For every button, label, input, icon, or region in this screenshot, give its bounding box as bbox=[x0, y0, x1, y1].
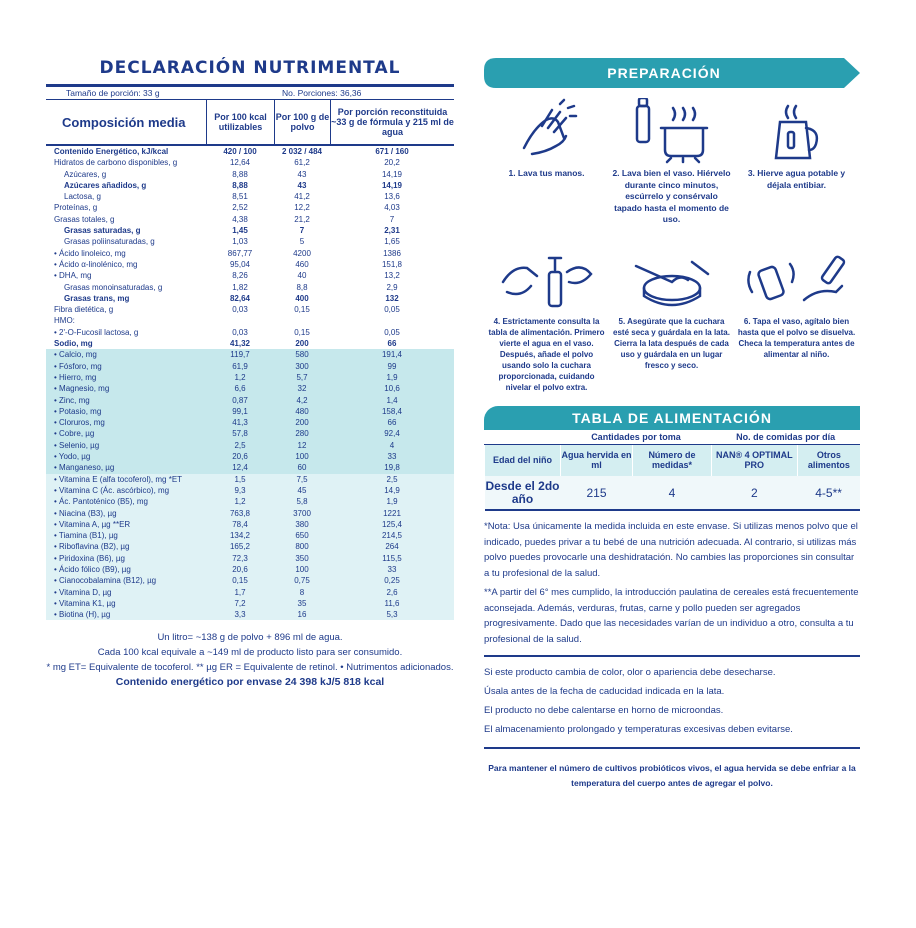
nutrition-row bbox=[46, 282, 454, 293]
value-per100g: 0,15 bbox=[294, 305, 310, 315]
col-other: Otros alimentos bbox=[797, 444, 860, 476]
value-per-portion bbox=[330, 315, 454, 326]
nutrition-row bbox=[46, 530, 454, 541]
nutrient-name: • Potasio, mg bbox=[54, 406, 102, 416]
value-per100g: 460 bbox=[295, 259, 309, 269]
value-per100g: 380 bbox=[295, 519, 309, 529]
value-per100kcal: 95,04 bbox=[229, 259, 251, 269]
nutrient-name: • Ácido linoleico, mg bbox=[54, 248, 126, 258]
nutrient-name: Grasas saturadas, g bbox=[64, 226, 141, 236]
nutrition-notes bbox=[46, 630, 454, 690]
nutrition-row bbox=[46, 293, 454, 304]
step-3-caption: 3. Hierve agua potable y déjala entibiar. bbox=[747, 168, 846, 190]
nutrient-name: • Riboflavina (B2), µg bbox=[54, 542, 130, 552]
nutrient-name: • Zinc, mg bbox=[54, 395, 90, 405]
value-per100kcal: 41,32 bbox=[229, 339, 251, 349]
value-per100g: 5 bbox=[299, 237, 305, 247]
nutrition-row bbox=[46, 236, 454, 247]
value-per-portion: 14,19 bbox=[381, 180, 403, 190]
nutrient-name: • Vitamina D, µg bbox=[54, 587, 112, 597]
value-per-portion: 14,19 bbox=[381, 169, 403, 179]
nutrient-name: • Cobre, µg bbox=[54, 429, 95, 439]
nutrition-row bbox=[46, 575, 454, 586]
value-per-portion: 115,5 bbox=[382, 553, 402, 563]
nutrition-row bbox=[46, 496, 454, 507]
header-per100kcal: Por 100 kcal utilizables bbox=[206, 99, 274, 145]
value-per-portion: 92,4 bbox=[384, 429, 400, 439]
nutrient-name: • Yodo, µg bbox=[54, 452, 91, 462]
step-2 bbox=[609, 94, 734, 248]
value-per100kcal: 0,03 bbox=[232, 327, 248, 337]
warning-expiry: Úsala antes de la fecha de caducidad indicada en la lata. bbox=[484, 686, 725, 697]
age-value: Desde el 2do año bbox=[485, 476, 561, 510]
value-per100g: 12 bbox=[297, 440, 307, 450]
value-per100g: 200 bbox=[295, 339, 309, 349]
nutrition-row bbox=[46, 451, 454, 462]
value-per100g: 60 bbox=[297, 463, 307, 473]
energy-total: Contenido energético por envase 24 398 kJ/5 818 kcal bbox=[115, 676, 385, 689]
nutrient-name: • Calcio, mg bbox=[54, 350, 97, 360]
value-per-portion: 20,2 bbox=[384, 158, 400, 168]
feeding-group-meals: No. de comidas por día bbox=[711, 430, 860, 444]
warning-color: Si este producto cambia de color, olor o apariencia debe desecharse. bbox=[484, 667, 776, 678]
value-per100kcal: 1,7 bbox=[234, 587, 246, 597]
water-value: 215 bbox=[561, 476, 633, 510]
nutrition-header bbox=[46, 100, 454, 146]
value-per100kcal: 165,2 bbox=[229, 542, 251, 552]
value-per100g: 650 bbox=[295, 531, 309, 541]
divider bbox=[484, 655, 860, 657]
value-per100g: 5,7 bbox=[296, 372, 308, 382]
value-per100g: 480 bbox=[295, 406, 309, 416]
warnings bbox=[484, 663, 860, 739]
nutrition-row bbox=[46, 428, 454, 439]
value-per100kcal: 41,3 bbox=[232, 418, 248, 428]
col-nan: NAN® 4 OPTIMAL PRO bbox=[711, 444, 797, 476]
nutrient-name: • Vitamina K1, µg bbox=[54, 598, 116, 608]
value-per100g: 7,5 bbox=[296, 474, 308, 484]
value-per-portion: 2,31 bbox=[384, 226, 400, 236]
value-per-portion: 13,6 bbox=[384, 192, 400, 202]
nutrient-name: • Selenio, µg bbox=[54, 440, 100, 450]
value-per100g: 2 032 / 484 bbox=[281, 147, 323, 156]
nutrition-row bbox=[46, 519, 454, 530]
nutrition-panel bbox=[46, 58, 454, 690]
nutrient-name: • Ácido α-linolénico, mg bbox=[54, 259, 138, 269]
col-scoops: Número de medidas* bbox=[633, 444, 712, 476]
value-per100g: 4200 bbox=[293, 248, 311, 258]
value-per100kcal: 134,2 bbox=[229, 531, 251, 541]
nutrition-row bbox=[46, 338, 454, 349]
value-per100kcal: 420 / 100 bbox=[223, 147, 257, 156]
note-100kcal: Cada 100 kcal equivale a ~149 ml de producto listo para ser consumido. bbox=[97, 647, 403, 659]
nutrition-row bbox=[46, 146, 454, 157]
step-6 bbox=[734, 248, 859, 402]
nutrition-row bbox=[46, 395, 454, 406]
nutrition-row bbox=[46, 541, 454, 552]
servings-count: No. Porciones: 36,36 bbox=[282, 88, 362, 98]
col-age: Edad del niño bbox=[485, 444, 561, 476]
value-per100kcal: 2,52 bbox=[232, 203, 248, 213]
value-per-portion: 0,25 bbox=[384, 576, 400, 586]
nutrient-name: Fibra dietética, g bbox=[54, 305, 114, 315]
value-per100kcal bbox=[206, 315, 274, 326]
value-per100kcal: 7,2 bbox=[234, 598, 246, 608]
value-per100kcal: 1,2 bbox=[234, 497, 246, 507]
value-per-portion: 11,6 bbox=[384, 598, 400, 608]
nutrition-rows bbox=[46, 146, 454, 620]
note-liter: Un litro= ~138 g de polvo + 896 ml de agua. bbox=[157, 632, 343, 644]
value-per-portion: 1,65 bbox=[384, 237, 400, 247]
nutrient-name: Contenido Energético, kJ/kcal bbox=[54, 147, 169, 156]
feeding-data-row bbox=[485, 476, 861, 510]
instructions-panel bbox=[484, 58, 860, 791]
value-per-portion: 158,4 bbox=[381, 406, 403, 416]
preparation-banner bbox=[484, 58, 860, 88]
value-per100kcal: 72,3 bbox=[232, 553, 248, 563]
value-per-portion: 4,03 bbox=[384, 203, 400, 213]
nutrition-row bbox=[46, 157, 454, 168]
warning-microwave: El producto no debe calentarse en horno de microondas. bbox=[484, 705, 724, 716]
nutrition-title: DECLARACIÓN NUTRIMENTAL bbox=[46, 58, 454, 87]
value-per100kcal: 8,88 bbox=[232, 169, 248, 179]
value-per-portion: 1221 bbox=[383, 508, 401, 518]
value-per100g: 280 bbox=[295, 429, 309, 439]
feeding-table bbox=[484, 430, 860, 511]
value-per100kcal: 61,9 bbox=[232, 361, 248, 371]
value-per-portion: 264 bbox=[385, 542, 399, 552]
value-per100kcal: 0,03 bbox=[232, 305, 248, 315]
value-per-portion: 1,4 bbox=[386, 395, 398, 405]
nutrition-row bbox=[46, 474, 454, 485]
nutrient-name: • Vitamina C (Ác. ascórbico), mg bbox=[54, 485, 170, 495]
value-per100kcal: 1,03 bbox=[232, 237, 248, 247]
step-3 bbox=[734, 94, 859, 248]
value-per100g bbox=[274, 315, 330, 326]
step-4-caption: 4. Estrictamente consulta la tabla de alimentación. Primero vierte el agua en el vaso. Después, añade el polvo usando solo la cuchara proporcionada, cuidando nivelar el polvo extra. bbox=[488, 317, 605, 392]
nutrition-row bbox=[46, 553, 454, 564]
value-per-portion: 4 bbox=[389, 440, 395, 450]
value-per100g: 45 bbox=[297, 485, 307, 495]
nutrient-name: Sodio, mg bbox=[54, 339, 93, 349]
value-per100g: 7 bbox=[299, 226, 305, 236]
wash-hands-icon bbox=[512, 98, 582, 164]
value-per-portion: 132 bbox=[385, 293, 399, 303]
value-per100g: 200 bbox=[295, 418, 309, 428]
nutrition-row bbox=[46, 202, 454, 213]
value-per100g: 0,75 bbox=[294, 576, 310, 586]
nutrient-name: • Vitamina E (alfa tocoferol), mg *ET bbox=[54, 474, 183, 484]
value-per100g: 61,2 bbox=[294, 158, 310, 168]
value-per100g: 800 bbox=[295, 542, 309, 552]
nutrition-row bbox=[46, 383, 454, 394]
value-per-portion: 19,8 bbox=[384, 463, 400, 473]
nutrition-row bbox=[46, 587, 454, 598]
feeding-blank-cell bbox=[485, 430, 561, 444]
value-per100kcal: 867,77 bbox=[227, 248, 253, 258]
value-per-portion: 33 bbox=[387, 564, 397, 574]
nutrition-row bbox=[46, 180, 454, 191]
value-per-portion: 66 bbox=[387, 418, 397, 428]
value-per100g: 400 bbox=[295, 293, 309, 303]
value-per100kcal: 1,2 bbox=[234, 372, 246, 382]
value-per100kcal: 9,3 bbox=[234, 485, 246, 495]
nutrition-row bbox=[46, 485, 454, 496]
value-per-portion: 2,6 bbox=[386, 587, 398, 597]
serving-size: Tamaño de porción: 33 g bbox=[66, 88, 160, 98]
value-per-portion: 0,05 bbox=[384, 305, 400, 315]
value-per-portion: 0,05 bbox=[384, 327, 400, 337]
value-per100g: 32 bbox=[297, 384, 307, 394]
nutrition-row bbox=[46, 372, 454, 383]
header-per-portion: Por porción reconstituida ~33 g de fórmula y 215 ml de agua bbox=[330, 99, 454, 145]
nutrient-name: Lactosa, g bbox=[64, 192, 101, 202]
nutrient-name: Azúcares añadidos, g bbox=[64, 180, 147, 190]
nutrient-name: • Niacina (B3), µg bbox=[54, 508, 117, 518]
nutrition-row bbox=[46, 361, 454, 372]
nutrient-name: Grasas poliinsaturadas, g bbox=[64, 237, 155, 247]
note-equivalents: * mg ET= Equivalente de tocoferol. ** µg ER = Equivalente de retinol. • Nutrimentos adicionados. bbox=[46, 662, 454, 674]
nutrient-name: Proteínas, g bbox=[54, 203, 98, 213]
nutrition-row bbox=[46, 315, 454, 326]
step-1-caption: 1. Lava tus manos. bbox=[508, 168, 585, 178]
nutrient-name: • Piridoxina (B6), µg bbox=[54, 553, 125, 563]
value-per-portion: 214,5 bbox=[381, 531, 403, 541]
value-per100g: 40 bbox=[297, 271, 307, 281]
nutrition-row bbox=[46, 191, 454, 202]
value-per100kcal: 0,87 bbox=[232, 395, 248, 405]
value-per100g: 43 bbox=[297, 169, 307, 179]
step-4 bbox=[484, 248, 609, 402]
warning-storage: El almacenamiento prolongado y temperaturas excesivas deben evitarse. bbox=[484, 724, 793, 735]
preparation-title: PREPARACIÓN bbox=[607, 65, 721, 81]
footnote-cereals: **A partir del 6° mes cumplido, la introducción paulatina de cereales está frecuentemente aconsejada. Además, verduras, frutas, carne y pollo pueden ser agregados progresivamente. Dado que las necesidades varían de un individuo a otro, consulta a tu profesional de la salud. bbox=[484, 587, 859, 645]
nutrition-row bbox=[46, 609, 454, 620]
nutrient-name: Grasas totales, g bbox=[54, 214, 115, 224]
value-per-portion: 1,9 bbox=[386, 497, 398, 507]
value-per100g: 4,2 bbox=[296, 395, 308, 405]
feeding-table-title: TABLA DE ALIMENTACIÓN bbox=[484, 406, 860, 430]
value-per100kcal: 8,88 bbox=[232, 180, 248, 190]
nutrient-name: • Vitamina A, µg **ER bbox=[54, 519, 131, 529]
nutrient-name: • Tiamina (B1), µg bbox=[54, 531, 118, 541]
value-per100kcal: 0,15 bbox=[232, 576, 248, 586]
value-per-portion: 13,2 bbox=[384, 271, 400, 281]
feeding-group-row bbox=[485, 430, 861, 444]
value-per100g: 100 bbox=[295, 452, 309, 462]
value-per-portion: 191,4 bbox=[381, 350, 403, 360]
nutrition-row bbox=[46, 564, 454, 575]
value-per100kcal: 1,45 bbox=[232, 226, 248, 236]
divider-2 bbox=[484, 747, 860, 749]
nutrient-name: Hidratos de carbono disponibles, g bbox=[54, 158, 178, 168]
value-per100g: 21,2 bbox=[294, 214, 310, 224]
shake-bottle-icon bbox=[742, 252, 852, 312]
nutrition-row bbox=[46, 598, 454, 609]
nutrition-row bbox=[46, 270, 454, 281]
nutrient-name: • Ác. Pantoténico (B5), mg bbox=[54, 497, 148, 507]
header-per100g: Por 100 g de polvo bbox=[274, 99, 330, 145]
value-per100kcal: 20,6 bbox=[232, 564, 248, 574]
step-1 bbox=[484, 94, 609, 248]
value-per-portion: 151,8 bbox=[381, 259, 403, 269]
value-per100kcal: 2,5 bbox=[234, 440, 246, 450]
nutrient-name: HMO: bbox=[54, 316, 75, 326]
value-per100kcal: 6,6 bbox=[234, 384, 246, 394]
value-per100kcal: 20,6 bbox=[232, 452, 248, 462]
nutrient-name: • Manganeso, µg bbox=[54, 463, 115, 473]
nutrient-name: Grasas monoinsaturadas, g bbox=[64, 282, 163, 292]
feeding-group-quantities: Cantidades por toma bbox=[561, 430, 712, 444]
nan-value: 2 bbox=[711, 476, 797, 510]
nutrient-name: • Fósforo, mg bbox=[54, 361, 102, 371]
value-per100g: 16 bbox=[297, 610, 307, 620]
value-per-portion: 99 bbox=[387, 361, 397, 371]
value-per100g: 580 bbox=[295, 350, 309, 360]
value-per-portion: 33 bbox=[387, 452, 397, 462]
value-per100g: 8 bbox=[299, 587, 305, 597]
value-per100kcal: 12,4 bbox=[232, 463, 248, 473]
value-per100g: 350 bbox=[295, 553, 309, 563]
nutrient-name: Azúcares, g bbox=[64, 169, 107, 179]
boil-bottle-icon bbox=[627, 98, 717, 164]
feeding-header-row bbox=[485, 444, 861, 476]
value-per100kcal: 82,64 bbox=[229, 293, 251, 303]
nutrition-row bbox=[46, 225, 454, 236]
value-per100kcal: 8,26 bbox=[232, 271, 248, 281]
value-per-portion: 1386 bbox=[383, 248, 401, 258]
store-scoop-icon bbox=[622, 252, 722, 312]
value-per-portion: 2,5 bbox=[386, 474, 398, 484]
value-per-portion: 14,9 bbox=[384, 485, 400, 495]
nutrition-row bbox=[46, 304, 454, 315]
value-per100kcal: 99,1 bbox=[232, 406, 248, 416]
pour-powder-icon bbox=[497, 252, 597, 312]
value-per100kcal: 57,8 bbox=[232, 429, 248, 439]
col-water: Agua hervida en ml bbox=[561, 444, 633, 476]
value-per100kcal: 4,38 bbox=[232, 214, 248, 224]
nutrient-name: Grasas trans, mg bbox=[64, 293, 130, 303]
value-per100g: 12,2 bbox=[294, 203, 310, 213]
value-per-portion: 2,9 bbox=[386, 282, 398, 292]
value-per100g: 35 bbox=[297, 598, 307, 608]
nutrient-name: • Cloruros, mg bbox=[54, 418, 105, 428]
value-per100kcal: 763,8 bbox=[229, 508, 251, 518]
value-per100g: 8,8 bbox=[296, 282, 308, 292]
nutrient-name: • Hierro, mg bbox=[54, 372, 97, 382]
nutrition-row bbox=[46, 417, 454, 428]
nutrient-name: • Biotina (H), µg bbox=[54, 610, 111, 620]
step-2-caption: 2. Lava bien el vaso. Hiérvelo durante cinco minutos, escúrrelo y consérvalo tapado hasta el momento de uso. bbox=[612, 168, 731, 224]
nutrient-name: • Cianocobalamina (B12), µg bbox=[54, 576, 157, 586]
nutrition-row bbox=[46, 349, 454, 360]
value-per100kcal: 1,5 bbox=[234, 474, 246, 484]
nutrition-row bbox=[46, 508, 454, 519]
scoops-value: 4 bbox=[633, 476, 712, 510]
step-6-caption: 6. Tapa el vaso, agítalo bien hasta que el polvo se disuelva. Checa la temperatura antes de alimentar al niño. bbox=[737, 317, 856, 359]
nutrition-row bbox=[46, 406, 454, 417]
value-per-portion: 125,4 bbox=[381, 519, 403, 529]
value-per-portion: 10,6 bbox=[384, 384, 400, 394]
probiotic-note: Para mantener el número de cultivos probióticos vivos, el agua hervida se debe enfriar a la temperatura del cuerpo antes de agregar el polvo. bbox=[488, 763, 856, 788]
nutrition-row bbox=[46, 259, 454, 270]
value-per100kcal: 3,3 bbox=[234, 610, 246, 620]
nutrient-name: • 2'-O-Fucosil lactosa, g bbox=[54, 327, 139, 337]
nutrient-name: • Ácido fólico (B9), µg bbox=[54, 564, 131, 574]
value-per100kcal: 119,7 bbox=[230, 350, 250, 360]
other-value: 4-5** bbox=[797, 476, 860, 510]
value-per100g: 300 bbox=[295, 361, 309, 371]
step-5 bbox=[609, 248, 734, 402]
nutrient-name: • DHA, mg bbox=[54, 271, 92, 281]
nutrition-row bbox=[46, 440, 454, 451]
value-per-portion: 671 / 160 bbox=[375, 147, 409, 156]
value-per100g: 100 bbox=[295, 564, 309, 574]
footnote-scoop: *Nota: Usa únicamente la medida incluida en este envase. Si utilizas menos polvo que el indicado, puedes privar a tu bebé de una nutrición adecuada. Al contrario, si utilizas más polvo puedes provocarle una deshidratación. No cambies las proporciones sin consultar a tu profesional de la salud. bbox=[484, 521, 858, 579]
nutrition-row bbox=[46, 327, 454, 338]
feeding-footnotes bbox=[484, 519, 860, 647]
nutrition-row bbox=[46, 248, 454, 259]
value-per100kcal: 78,4 bbox=[232, 519, 248, 529]
nutrient-name: • Magnesio, mg bbox=[54, 384, 110, 394]
value-per100kcal: 1,82 bbox=[232, 282, 248, 292]
nutrition-row bbox=[46, 169, 454, 180]
value-per-portion: 1,9 bbox=[386, 372, 398, 382]
value-per100g: 0,15 bbox=[294, 327, 310, 337]
value-per-portion: 7 bbox=[389, 214, 395, 224]
nutrition-row bbox=[46, 214, 454, 225]
value-per100g: 3700 bbox=[293, 508, 311, 518]
nutrition-row bbox=[46, 462, 454, 473]
step-5-caption: 5. Asegúrate que la cuchara esté seca y guárdala en la lata. Cierra la lata después de cada uso y guárdala en un lugar fresco y seco. bbox=[613, 317, 730, 370]
value-per100g: 5,8 bbox=[296, 497, 308, 507]
value-per100g: 43 bbox=[297, 180, 307, 190]
value-per-portion: 66 bbox=[387, 339, 397, 349]
value-per100kcal: 12,64 bbox=[229, 158, 251, 168]
value-per100kcal: 8,51 bbox=[232, 192, 248, 202]
header-composition: Composición media bbox=[62, 114, 186, 130]
preparation-steps bbox=[484, 94, 860, 402]
kettle-icon bbox=[762, 98, 832, 164]
value-per-portion: 5,3 bbox=[386, 610, 398, 620]
value-per100g: 41,2 bbox=[294, 192, 310, 202]
